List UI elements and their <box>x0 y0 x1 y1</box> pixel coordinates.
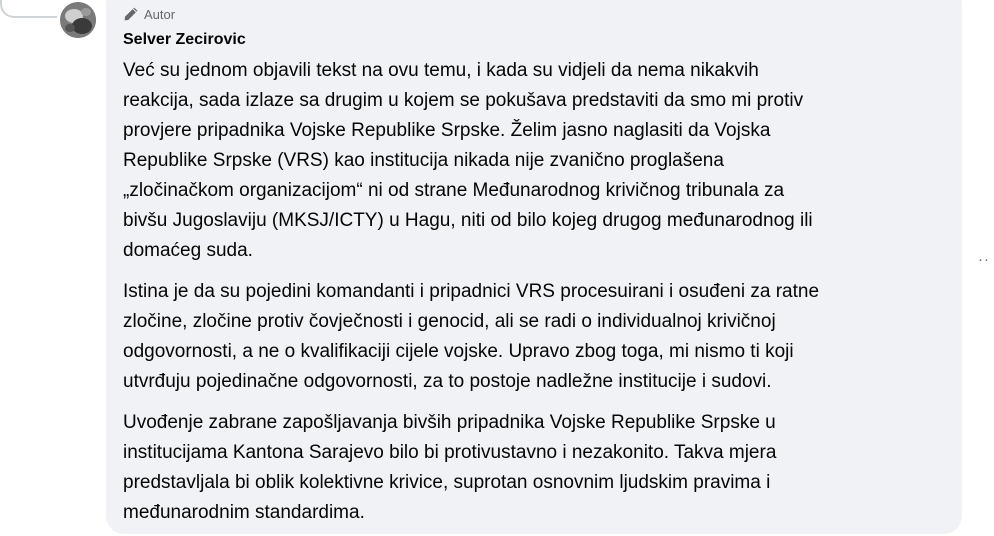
comment-text <box>123 56 951 536</box>
more-options-icon[interactable]: ·· <box>978 251 990 268</box>
avatar-image <box>60 2 96 38</box>
pencil-icon <box>123 6 139 22</box>
reply-thread-line <box>0 0 57 18</box>
author-badge <box>123 4 175 24</box>
comment-paragraph: Uvođenje zabrane zapošljavanja bivših pripadnika Vojske Republike Srpske u institucijama Kantona Sarajevo bilo bi protivustavno i nezakonito. Takva mjera predstavljala bi oblik kolektivne krivice, suprotan osnovnim ljudskim pravima i međunarodnim standardima. <box>123 412 777 523</box>
author-badge-label: Autor <box>144 6 176 22</box>
author-name-link[interactable]: Selver Zecirovic <box>123 31 246 48</box>
comment-paragraph: Već su jednom objavili tekst na ovu temu, i kada su vidjeli da nema nikakvih reakcija, sada izlaze sa drugim u kojem se pokušava predstaviti da smo mi protiv provjere pripadnika Vojske Republike Srpske. Želim jasno naglasiti da Vojska Republike Srpske (VRS) kao institucija nikada nije zvanično proglašena „zločinačkom organizacijom“ ni od strane Međunarodnog krivičnog tribunala za bivšu Jugoslaviju (MKSJ/ICTY) u Hagu, niti od bilo kojeg drugog međunarodnog ili domaćeg suda. <box>123 60 813 261</box>
comment-paragraph: Istina je da su pojedini komandanti i pripadnici VRS procesuirani i osuđeni za ratne zločine, zločine protiv čovječnosti i genocid, ali se radi o individualnoj krivičnoj odgovornosti, a ne o kvalifikaciji cijele vojske. Upravo zbog toga, mi nismo ti koji utvrđuju pojedinačne odgovornosti, za to postoje nadležne institucije i sudovi. <box>123 281 820 392</box>
avatar[interactable] <box>60 2 96 38</box>
